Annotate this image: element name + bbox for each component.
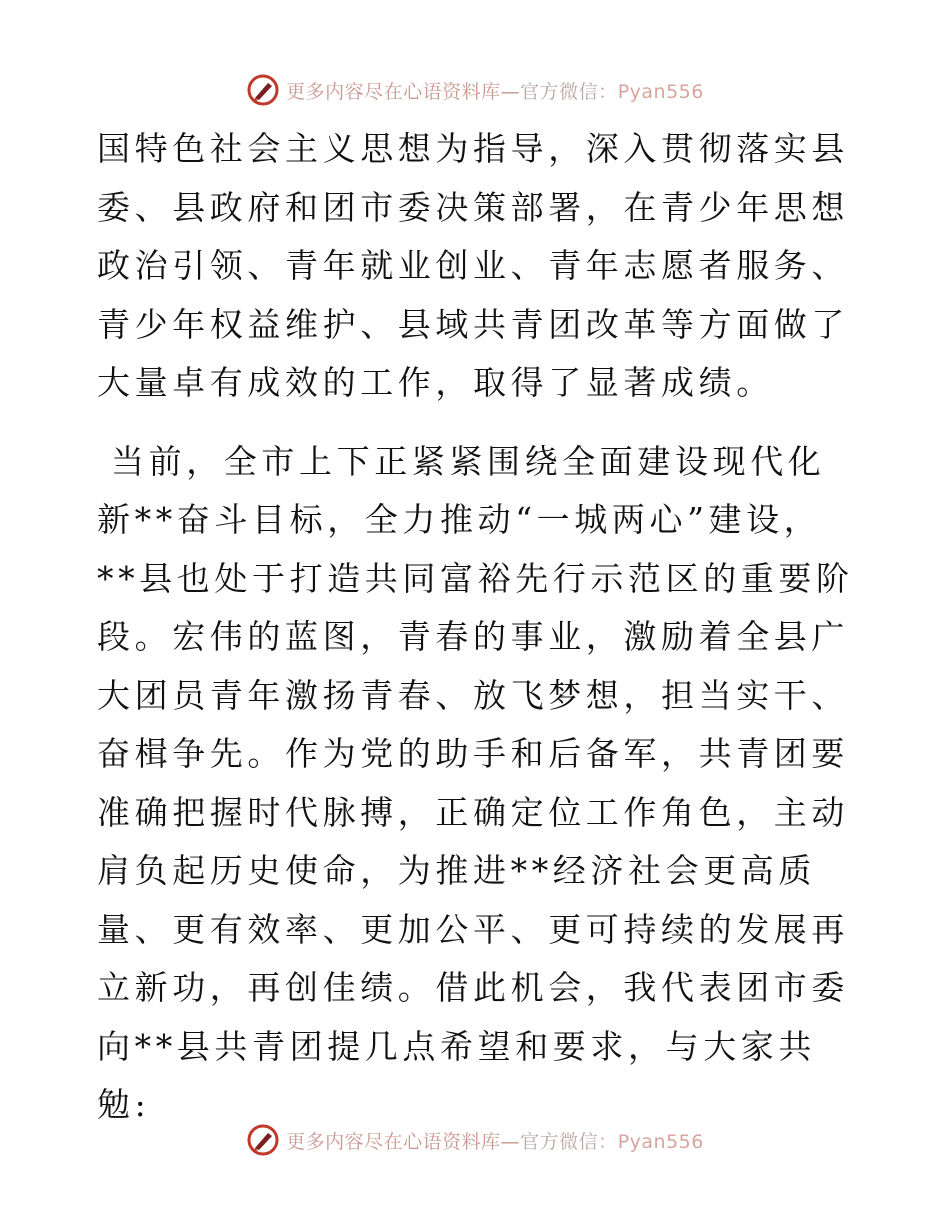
watermark-separator: — xyxy=(500,1130,521,1153)
pen-logo-icon xyxy=(246,1123,280,1157)
watermark-text xyxy=(286,77,704,104)
watermark-site: 更多内容尽在心语资料库 xyxy=(286,1130,501,1153)
watermark-official: 官方微信： xyxy=(520,1130,618,1153)
paragraph-2: 当前，全市上下正紧紧围绕全面建设现代化新**奋斗目标，全力推动“一城两心”建设，**县也处于打造共同富裕先行示范区的重要阶段。宏伟的蓝图，青春的事业，激励着全县广大团员青年激扬青春、放飞梦想，担当实干、奋楫争先。作为党的助手和后备军，共青团要准确把握时代脉搏，正确定位工作角色，主动肩负起历史使命，为推进**经济社会更高质量、更有效率、更加公平、更可持续的发展再立新功，再创佳绩。借此机会，我代表团市委向**县共青团提几点希望和要求，与大家共勉: xyxy=(97,441,854,1124)
watermark-site: 更多内容尽在心语资料库 xyxy=(286,80,501,103)
watermark-official: 官方微信： xyxy=(520,80,618,103)
pen-logo-icon xyxy=(246,73,280,107)
watermark-text xyxy=(286,1127,704,1154)
paragraph-1: 国特色社会主义思想为指导，深入贯彻落实县委、县政府和团市委决策部署，在青少年思想政治引领、青年就业创业、青年志愿者服务、青少年权益维护、县域共青团改革等方面做了大量卓有成效的工作，取得了显著成绩。 xyxy=(97,129,849,402)
footer-watermark xyxy=(0,1120,950,1160)
watermark-id: Pyan556 xyxy=(617,1130,704,1153)
watermark-id: Pyan556 xyxy=(617,80,704,103)
watermark-separator: — xyxy=(500,80,521,103)
document-body xyxy=(97,120,857,1135)
header-watermark xyxy=(0,70,950,110)
